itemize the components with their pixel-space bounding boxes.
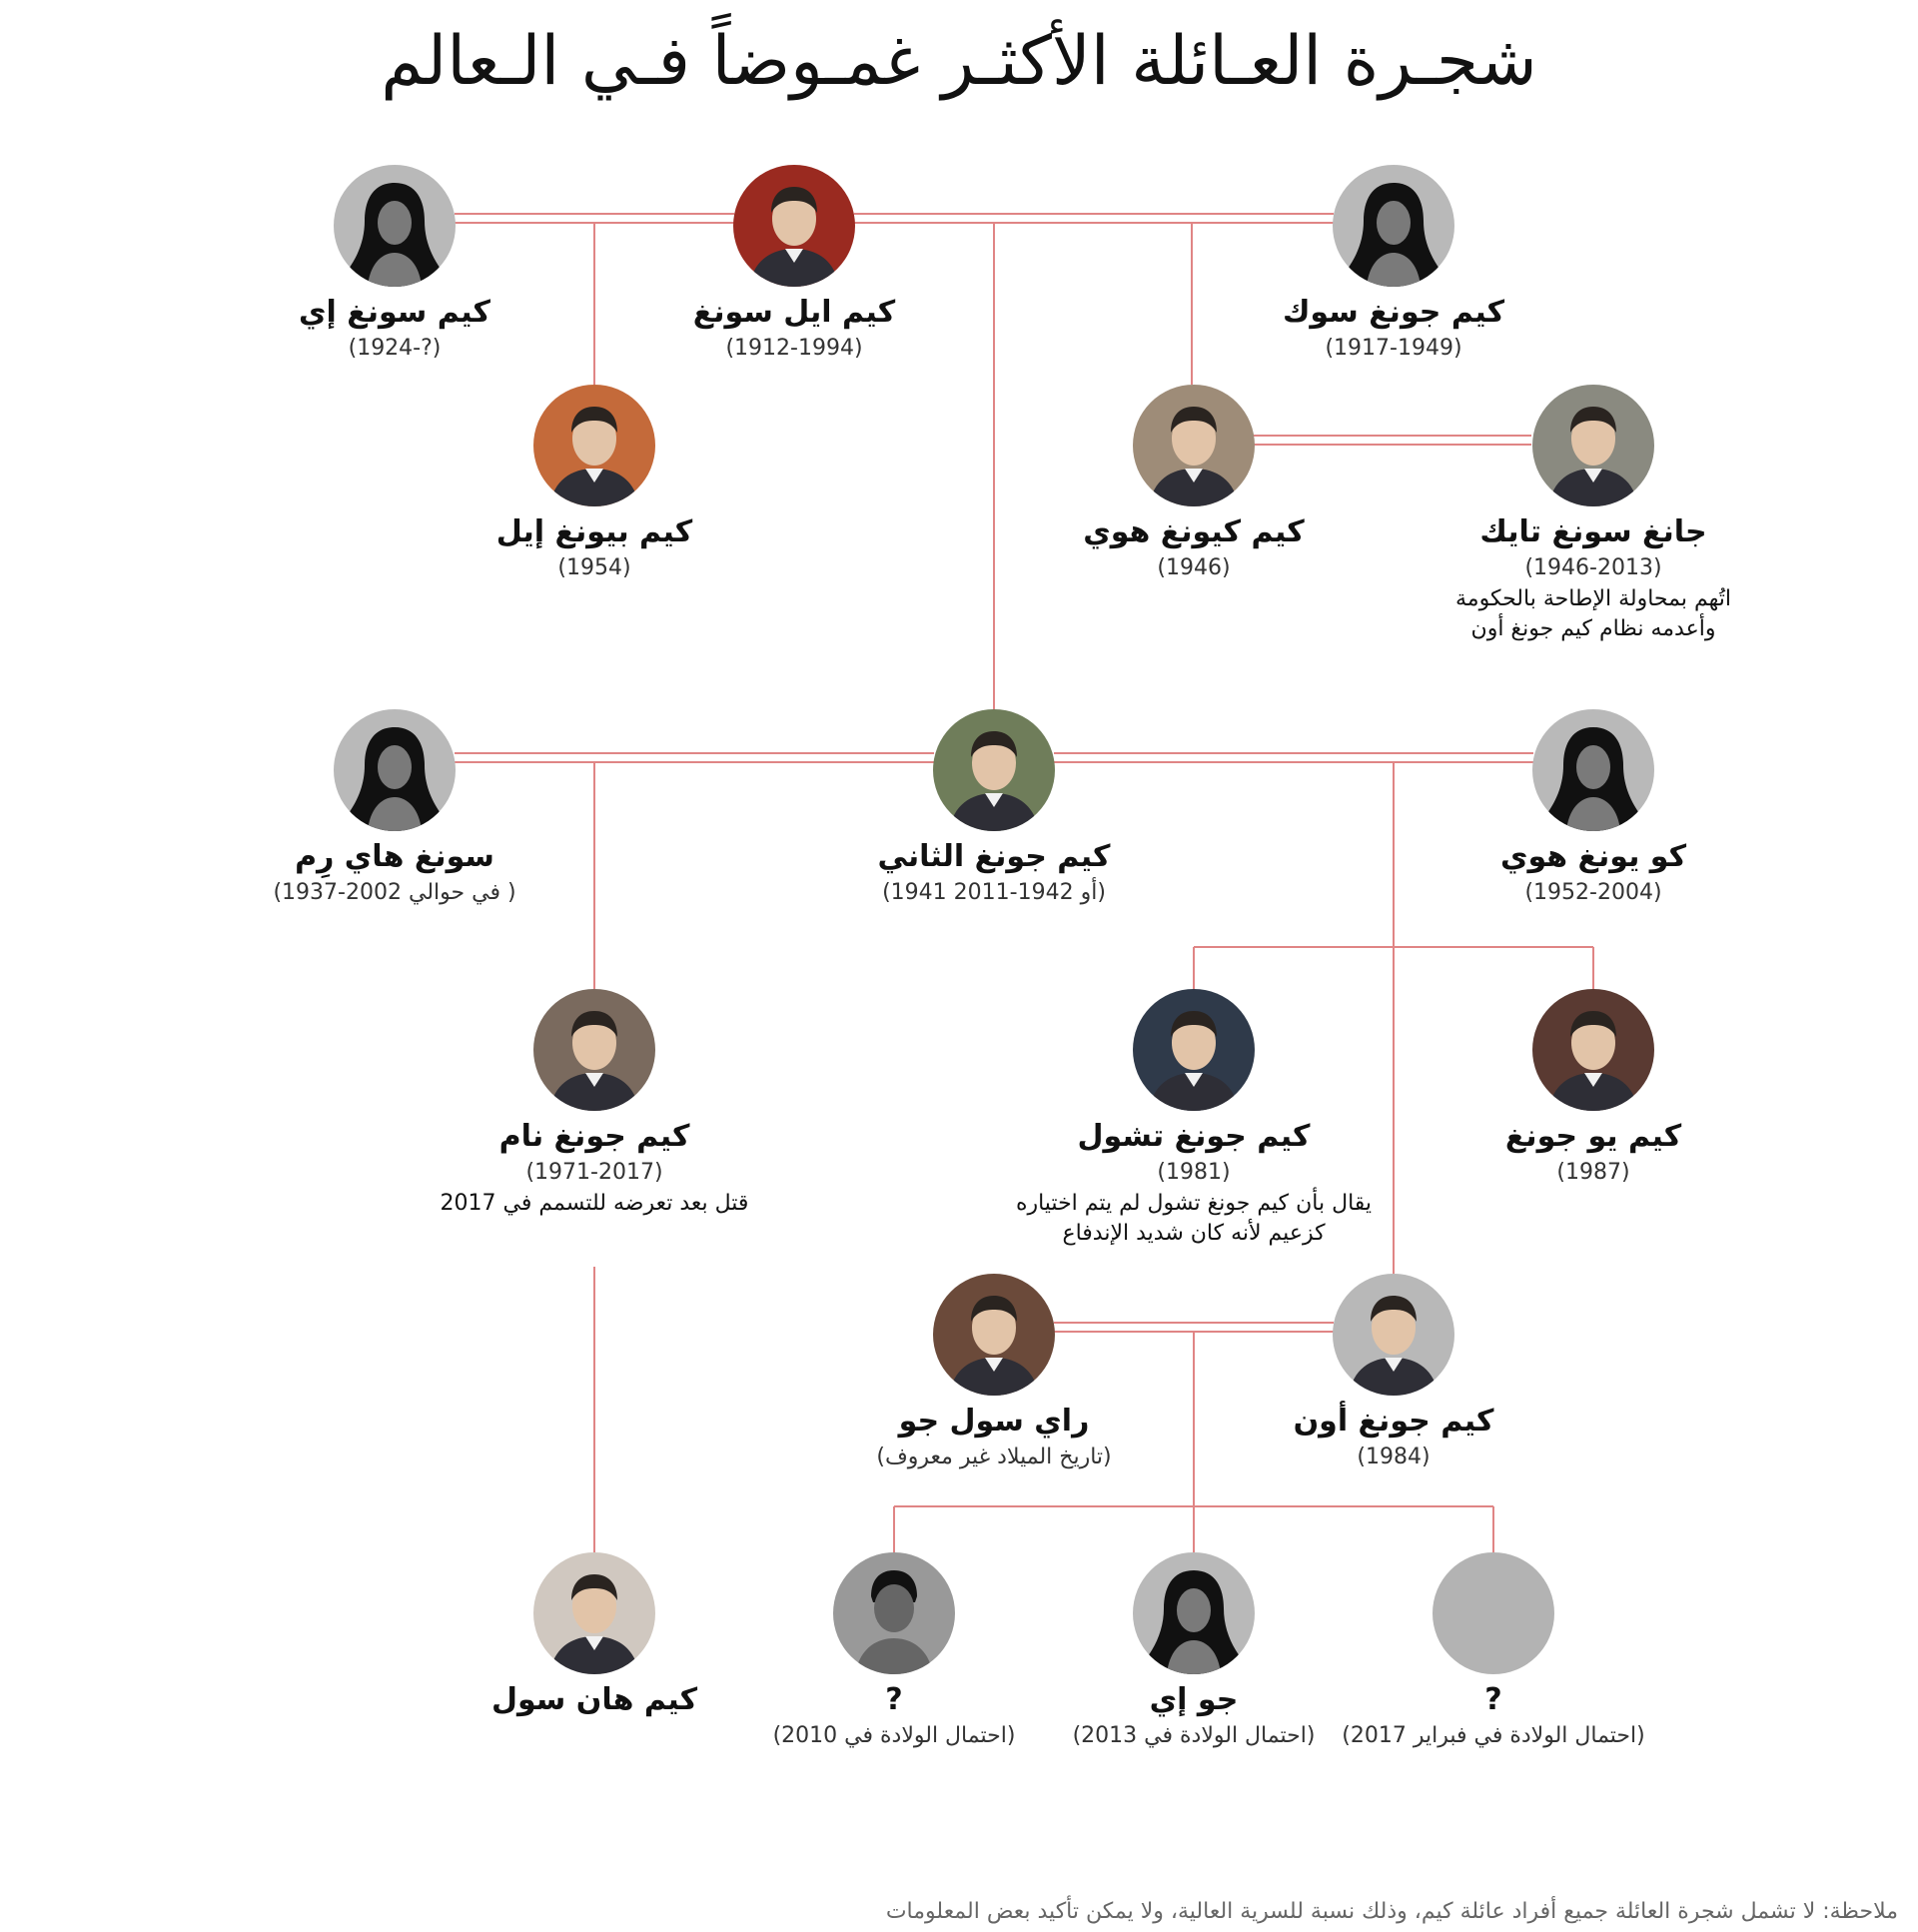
person-note: وأعدمه نظام كيم جونغ أون [1470, 616, 1716, 641]
person-years: (1984) [1357, 1445, 1431, 1469]
person-name: كيم بيونغ إيل [495, 514, 693, 549]
person-name: جو إي [1149, 1682, 1239, 1717]
person-name: كيم جونغ نام [498, 1119, 690, 1154]
person-note: يقال بأن كيم جونغ تشول لم يتم اختياره [1015, 1191, 1373, 1216]
female-silhouette-icon [334, 165, 456, 287]
portrait-kim-pyong-il [533, 385, 655, 506]
person-name: كيم جونغ سوك [1282, 295, 1505, 330]
person-name: كيم جونغ أون [1293, 1404, 1494, 1439]
portrait-ri-sol-ju [933, 1274, 1055, 1396]
female-silhouette-icon [1133, 1552, 1255, 1674]
person-years: (1912-1994) [725, 336, 863, 361]
person-years: (1941 أو 1942-2011) [882, 880, 1106, 905]
person-name: كيم يو جونغ [1504, 1119, 1682, 1154]
person-kim-yo-jong [1374, 989, 1813, 1189]
person-years: (احتمال الولادة في 2010) [772, 1723, 1016, 1748]
portrait-jang-song-thaek [1532, 385, 1654, 506]
person-name: كيم جونغ الثاني [877, 839, 1111, 874]
person-years: (1971-2017) [525, 1160, 663, 1185]
person-kim-jong-nam [375, 989, 814, 1219]
diagram-title: شجـرة العـائلة الأكثـر غمـوضاً فـي الـعالم [381, 22, 1537, 101]
person-ko-yong-hui [1374, 709, 1813, 909]
person-name: ? [1484, 1682, 1502, 1717]
person-years: (1924-?) [348, 336, 442, 361]
person-kim-song-ae [175, 165, 614, 365]
male-silhouette-icon [833, 1552, 955, 1674]
portrait-kim-jong-nam [533, 989, 655, 1111]
portrait-kim-jong-un [1333, 1274, 1454, 1396]
portrait-kim-jong-il [933, 709, 1055, 831]
person-years: (احتمال الولادة في فبراير 2017) [1342, 1723, 1645, 1748]
person-name: ? [885, 1682, 903, 1717]
person-kim-pyong-il [375, 385, 814, 584]
person-years: (1946-2013) [1524, 555, 1662, 580]
person-years: (تاريخ الميلاد غير معروف) [876, 1445, 1112, 1469]
footnote: ملاحظة: لا تشمل شجرة العائلة جميع أفراد عائلة كيم، وذلك نسبة للسرية العالية، ولا يمكن تأكيد بعض المعلومات [885, 1899, 1898, 1924]
female-silhouette-icon [1333, 165, 1454, 287]
person-years: (احتمال الولادة في 2013) [1072, 1723, 1316, 1748]
person-name: كيم سونغ إي [299, 295, 490, 330]
person-name: سونغ هاي رِم [295, 839, 494, 874]
person-kim-kyong-hui [974, 385, 1414, 584]
person-child-2017 [1274, 1552, 1713, 1752]
person-kim-jong-suk [1174, 165, 1613, 365]
person-kim-il-sung [574, 165, 1014, 365]
person-song-hye-rim [175, 709, 614, 909]
portrait-kim-il-sung [733, 165, 855, 287]
portrait-kim-han-sol [533, 1552, 655, 1674]
person-kim-jong-un [1174, 1274, 1613, 1473]
person-name: راي سول جو [898, 1404, 1090, 1439]
portrait-kim-yo-jong [1532, 989, 1654, 1111]
person-note: اتُهم بمحاولة الإطاحة بالحكومة [1455, 586, 1731, 611]
person-note: كزعيم لأنه كان شديد الإندفاع [1062, 1221, 1326, 1246]
female-silhouette-icon [1532, 709, 1654, 831]
person-note: قتل بعد تعرضه للتسمم في 2017 [440, 1191, 749, 1216]
person-ri-sol-ju [774, 1274, 1214, 1473]
portrait-kim-kyong-hui [1133, 385, 1255, 506]
person-years: (1981) [1157, 1160, 1231, 1185]
person-years: (1917-1949) [1325, 336, 1462, 361]
person-name: كيم جونغ تشول [1077, 1119, 1311, 1154]
person-years: (1952-2004) [1524, 880, 1662, 905]
person-kim-jong-chul [974, 989, 1414, 1249]
person-years: (1946) [1157, 555, 1231, 580]
person-name: جانغ سونغ تايك [1479, 514, 1707, 549]
blank-circle-icon [1433, 1552, 1554, 1674]
person-name: كو يونغ هوي [1499, 839, 1687, 874]
person-name: كيم كيونغ هوي [1083, 514, 1305, 549]
person-name: كيم هان سول [490, 1682, 698, 1717]
person-name: كيم ايل سونغ [692, 295, 896, 330]
female-silhouette-icon [334, 709, 456, 831]
portrait-kim-jong-chul [1133, 989, 1255, 1111]
person-years: (1987) [1556, 1160, 1630, 1185]
person-years: (في حوالي 2002-1937 ) [273, 880, 516, 905]
person-jang-song-thaek [1374, 385, 1813, 644]
person-kim-jong-il [774, 709, 1214, 909]
person-years: (1954) [557, 555, 631, 580]
